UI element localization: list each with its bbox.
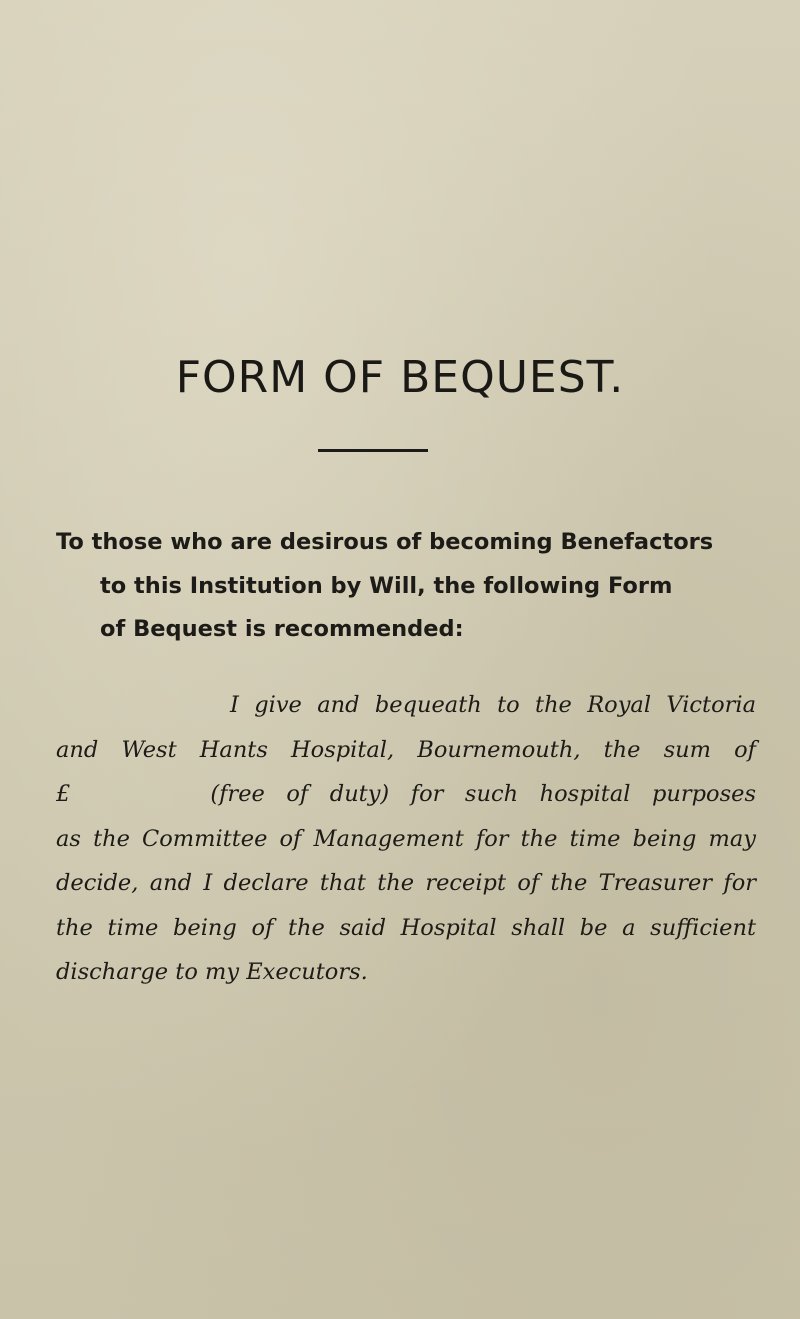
bequest-line: the time being of the said Hospital shall be a sufficient xyxy=(56,914,756,941)
pound-sign: £ xyxy=(56,781,71,807)
page-title: FORM OF BEQUEST. xyxy=(175,352,625,403)
intro-line: To those who are desirous of becoming Benefactors xyxy=(56,529,714,555)
bequest-line: discharge to my Executors. xyxy=(56,959,368,985)
title-divider xyxy=(318,449,428,452)
bequest-paragraph xyxy=(56,683,756,995)
bequest-line: I give and bequeath to the Royal Victoria xyxy=(230,692,756,718)
intro-line: to this Institution by Will, the following Form xyxy=(100,572,673,599)
bequest-line-amount xyxy=(56,772,756,817)
bequest-line: as the Committee of Management for the time being may xyxy=(56,825,756,852)
intro-paragraph xyxy=(56,521,756,652)
bequest-line: decide, and I declare that the receipt of the Treasurer for xyxy=(56,870,756,896)
bequest-text: (free of duty) for such hospital purposes xyxy=(210,781,756,807)
intro-line: of Bequest is recommended: xyxy=(100,616,464,642)
bequest-line: and West Hants Hospital, Bournemouth, the sum of xyxy=(56,736,756,763)
